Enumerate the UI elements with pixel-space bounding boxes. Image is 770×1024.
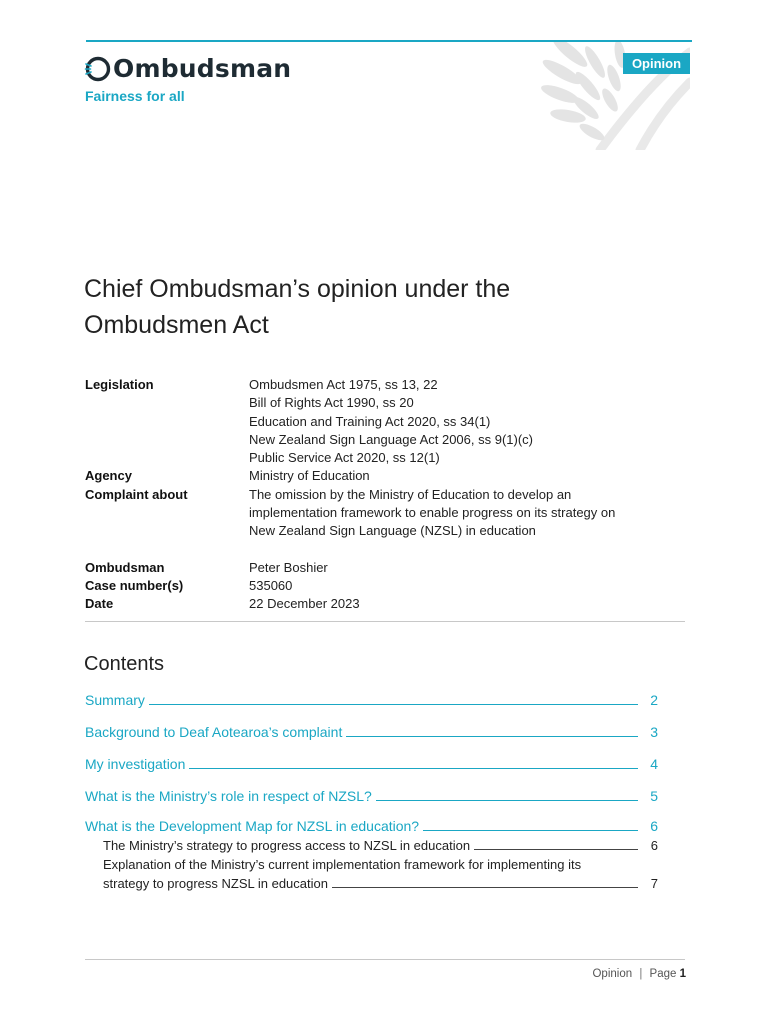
footer-separator: | — [639, 968, 643, 980]
footer-page-number: 1 — [679, 968, 686, 980]
brand-tagline: Fairness for all — [85, 88, 185, 104]
legislation-row — [85, 376, 685, 467]
toc-leader — [376, 790, 638, 801]
legislation-item: Education and Training Act 2020, ss 34(1) — [249, 413, 491, 429]
ombudsman-koru-icon — [84, 55, 112, 83]
ombudsman-label: Ombudsman — [85, 559, 165, 575]
ombudsman-row — [85, 559, 685, 577]
agency-row — [85, 467, 685, 485]
toc-link-background[interactable] — [85, 724, 658, 740]
toc-sub-entries — [103, 836, 658, 893]
toc-sub-label-line1: Explanation of the Ministry’s current implementation framework for implementing its — [103, 857, 582, 872]
section-divider — [85, 621, 685, 622]
complaint-value — [249, 486, 685, 541]
legislation-item: New Zealand Sign Language Act 2006, ss 9(1)(c) — [249, 431, 534, 447]
toc-leader — [346, 726, 638, 737]
case-details — [85, 376, 685, 614]
complaint-row — [85, 486, 685, 541]
complaint-line: New Zealand Sign Language (NZSL) in education — [249, 523, 536, 539]
toc-label: My investigation — [85, 756, 186, 772]
brand-name: Ombudsman — [113, 54, 292, 83]
toc-leader — [189, 758, 638, 769]
toc-sub-label-line2: strategy to progress NZSL in education — [103, 876, 328, 891]
complaint-line: The omission by the Ministry of Education to develop an — [249, 486, 572, 502]
toc-link-summary[interactable] — [85, 692, 658, 708]
toc-link-investigation[interactable] — [85, 756, 658, 772]
date-label: Date — [85, 596, 114, 612]
toc-label: Summary — [85, 692, 145, 708]
agency-label: Agency — [85, 468, 132, 484]
complaint-line: implementation framework to enable progress on its strategy on — [249, 505, 616, 521]
ombudsman-logo — [84, 54, 291, 83]
document-title: Chief Ombudsman’s opinion under the Ombudsmen Act — [84, 275, 511, 339]
toc-page: 4 — [650, 756, 658, 772]
agency-value: Ministry of Education — [249, 468, 370, 484]
contents-heading: Contents — [84, 653, 165, 675]
footer-divider — [85, 959, 685, 960]
toc-leader — [474, 839, 638, 850]
toc-sub-link-strategy[interactable] — [103, 836, 658, 855]
page-footer — [592, 968, 686, 980]
toc-page: 6 — [650, 838, 658, 853]
toc-leader — [423, 820, 638, 831]
toc-leader — [149, 694, 638, 705]
toc-sub-link-framework[interactable] — [103, 855, 658, 893]
footer-label: Opinion — [592, 968, 633, 980]
toc-page: 3 — [650, 724, 658, 740]
toc-sub-label: The Ministry’s strategy to progress access to NZSL in education — [103, 838, 471, 853]
date-row — [85, 595, 685, 613]
toc-link-ministry-role[interactable] — [85, 788, 658, 804]
opinion-badge: Opinion — [623, 53, 690, 74]
toc-label: What is the Development Map for NZSL in education? — [85, 818, 420, 834]
legislation-list — [249, 376, 685, 467]
legislation-item: Bill of Rights Act 1990, ss 20 — [249, 395, 414, 411]
legislation-item: Ombudsmen Act 1975, ss 13, 22 — [249, 377, 438, 392]
toc-link-development-map[interactable] — [85, 818, 658, 834]
complaint-label: Complaint about — [85, 486, 188, 502]
toc-page: 6 — [650, 818, 658, 834]
case-row — [85, 577, 685, 595]
case-value: 535060 — [249, 577, 293, 593]
toc-page: 5 — [650, 788, 658, 804]
date-value: 22 December 2023 — [249, 596, 360, 612]
toc-leader — [332, 877, 638, 888]
legislation-label: Legislation — [85, 377, 154, 392]
toc-page: 2 — [650, 692, 658, 708]
toc-label: What is the Ministry’s role in respect of NZSL? — [85, 788, 372, 804]
case-label: Case number(s) — [85, 577, 184, 593]
legislation-item: Public Service Act 2020, ss 12(1) — [249, 450, 440, 466]
footer-page-label: Page — [649, 968, 677, 980]
meta-spacer — [85, 541, 685, 559]
toc-page: 7 — [650, 876, 658, 891]
ombudsman-value: Peter Boshier — [249, 559, 328, 575]
toc-label: Background to Deaf Aotearoa’s complaint — [85, 724, 343, 740]
